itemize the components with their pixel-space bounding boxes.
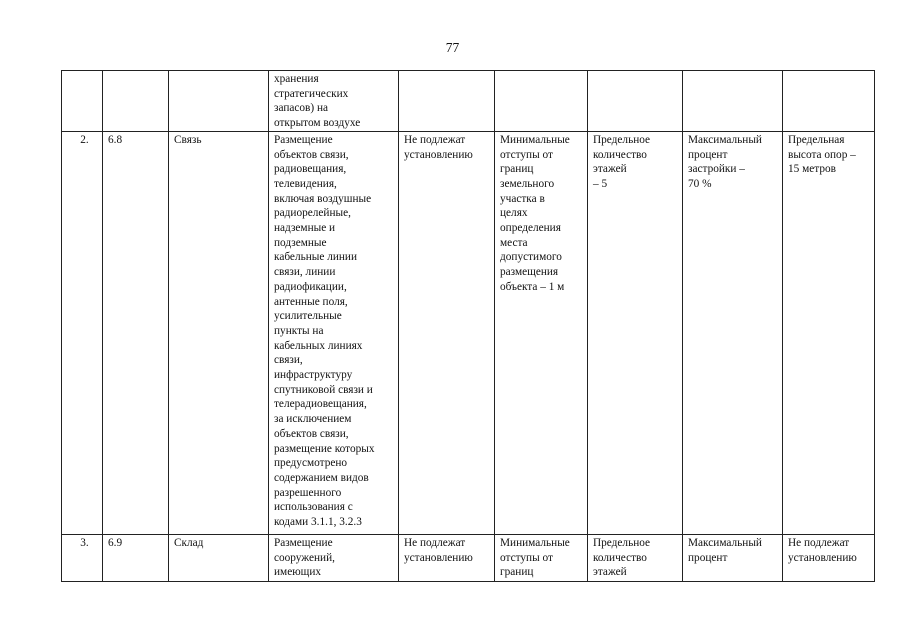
row-number-cell [62,71,103,132]
code-cell [103,71,169,132]
code-cell: 6.9 [103,534,169,581]
setbacks-cell: Минимальные отступы от границ [495,534,588,581]
name-cell: Склад [169,534,269,581]
other-cell [783,71,875,132]
coverage-cell: Максимальный процент застройки – 70 % [683,131,783,534]
floors-cell: Предельное количество этажей [588,534,683,581]
description-cell: Размещение объектов связи, радиовещания, телевидения, включая воздушные радиорелейные, надземные и подземные кабельные линии связи, линии радиофикации, антенные поля, усилительные пункты на кабельных линиях связи, инфраструктуру спутниковой связи и телерадиовещания, за исключением объектов связи, размещение которых предусмотрено содержанием видов разрешенного использования с кодами 3.1.1, 3.2.3 [269,131,399,534]
description-cell: хранения стратегических запасов) на открытом воздухе [269,71,399,132]
other-cell: Предельная высота опор – 15 метров [783,131,875,534]
row-number-cell: 3. [62,534,103,581]
min-area-cell: Не подлежат установлению [399,534,495,581]
page-number: 77 [445,40,460,55]
setbacks-cell [495,71,588,132]
min-area-cell: Не подлежат установлению [399,131,495,534]
table-row [62,534,875,581]
name-cell [169,71,269,132]
floors-cell: Предельное количество этажей – 5 [588,131,683,534]
regulations-table [61,70,875,582]
description-cell: Размещение сооружений, имеющих [269,534,399,581]
name-cell: Связь [169,131,269,534]
table-row [62,71,875,132]
min-area-cell [399,71,495,132]
other-cell: Не подлежат установлению [783,534,875,581]
setbacks-cell: Минимальные отступы от границ земельного участка в целях определения места допустимого размещения объекта – 1 м [495,131,588,534]
floors-cell [588,71,683,132]
table-row [62,131,875,534]
code-cell: 6.8 [103,131,169,534]
coverage-cell: Максимальный процент [683,534,783,581]
row-number-cell: 2. [62,131,103,534]
coverage-cell [683,71,783,132]
